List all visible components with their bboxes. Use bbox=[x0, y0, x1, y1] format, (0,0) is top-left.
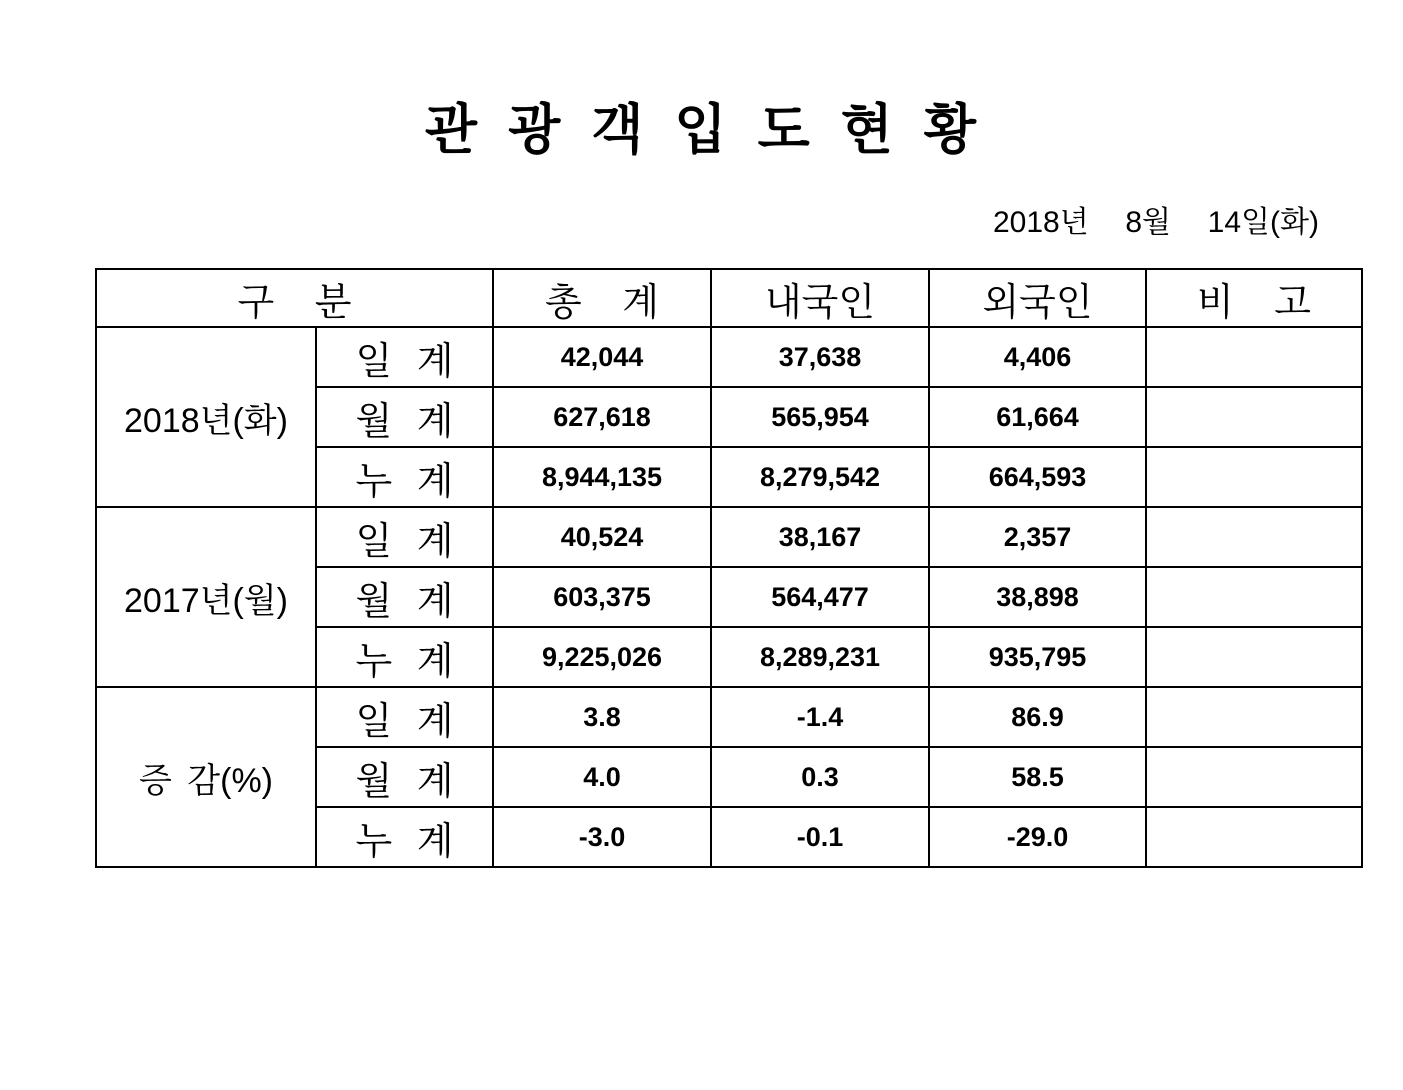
value-foreign: 2,357 bbox=[929, 507, 1146, 567]
value-total: 40,524 bbox=[493, 507, 711, 567]
note-cell bbox=[1146, 387, 1362, 447]
value-foreign: 935,795 bbox=[929, 627, 1146, 687]
value-foreign: 58.5 bbox=[929, 747, 1146, 807]
row-label-daily: 일 계 bbox=[316, 687, 493, 747]
report-date: 2018년 8월 14일(화) bbox=[992, 206, 1319, 239]
value-foreign: 664,593 bbox=[929, 447, 1146, 507]
value-foreign: -29.0 bbox=[929, 807, 1146, 867]
header-cell-category: 구 분 bbox=[96, 269, 493, 327]
value-total: 3.8 bbox=[493, 687, 711, 747]
value-domestic: 38,167 bbox=[711, 507, 929, 567]
header-cell-note: 비 고 bbox=[1146, 269, 1362, 327]
group-label-2018: 2018년(화) bbox=[96, 327, 316, 507]
header-cell-domestic: 내국인 bbox=[711, 269, 929, 327]
value-foreign: 38,898 bbox=[929, 567, 1146, 627]
row-label-monthly: 월 계 bbox=[316, 567, 493, 627]
value-total: 4.0 bbox=[493, 747, 711, 807]
note-cell bbox=[1146, 447, 1362, 507]
value-foreign: 86.9 bbox=[929, 687, 1146, 747]
value-total: 627,618 bbox=[493, 387, 711, 447]
value-domestic: 37,638 bbox=[711, 327, 929, 387]
value-total: -3.0 bbox=[493, 807, 711, 867]
table-header-row bbox=[96, 269, 1362, 327]
note-cell bbox=[1146, 507, 1362, 567]
header-cell-foreign: 외국인 bbox=[929, 269, 1146, 327]
note-cell bbox=[1146, 687, 1362, 747]
value-total: 9,225,026 bbox=[493, 627, 711, 687]
page-title: 관 광 객 입 도 현 황 bbox=[424, 100, 979, 160]
value-total: 8,944,135 bbox=[493, 447, 711, 507]
table-row bbox=[96, 327, 1362, 387]
row-label-monthly: 월 계 bbox=[316, 747, 493, 807]
row-label-cumulative: 누 계 bbox=[316, 447, 493, 507]
value-domestic: 0.3 bbox=[711, 747, 929, 807]
row-label-cumulative: 누 계 bbox=[316, 807, 493, 867]
group-label-2017: 2017년(월) bbox=[96, 507, 316, 687]
value-domestic: -0.1 bbox=[711, 807, 929, 867]
row-label-daily: 일 계 bbox=[316, 327, 493, 387]
value-foreign: 61,664 bbox=[929, 387, 1146, 447]
table-row bbox=[96, 507, 1362, 567]
note-cell bbox=[1146, 327, 1362, 387]
note-cell bbox=[1146, 567, 1362, 627]
group-label-change-pct: 증 감(%) bbox=[96, 687, 316, 867]
row-label-cumulative: 누 계 bbox=[316, 627, 493, 687]
header-cell-total: 총 계 bbox=[493, 269, 711, 327]
note-cell bbox=[1146, 627, 1362, 687]
table-row bbox=[96, 687, 1362, 747]
value-total: 603,375 bbox=[493, 567, 711, 627]
value-foreign: 4,406 bbox=[929, 327, 1146, 387]
report-page bbox=[0, 98, 1403, 1090]
value-domestic: 564,477 bbox=[711, 567, 929, 627]
note-cell bbox=[1146, 747, 1362, 807]
value-domestic: 565,954 bbox=[711, 387, 929, 447]
value-domestic: -1.4 bbox=[711, 687, 929, 747]
note-cell bbox=[1146, 807, 1362, 867]
value-total: 42,044 bbox=[493, 327, 711, 387]
arrival-stats-table bbox=[95, 268, 1363, 868]
row-label-daily: 일 계 bbox=[316, 507, 493, 567]
value-domestic: 8,279,542 bbox=[711, 447, 929, 507]
row-label-monthly: 월 계 bbox=[316, 387, 493, 447]
value-domestic: 8,289,231 bbox=[711, 627, 929, 687]
